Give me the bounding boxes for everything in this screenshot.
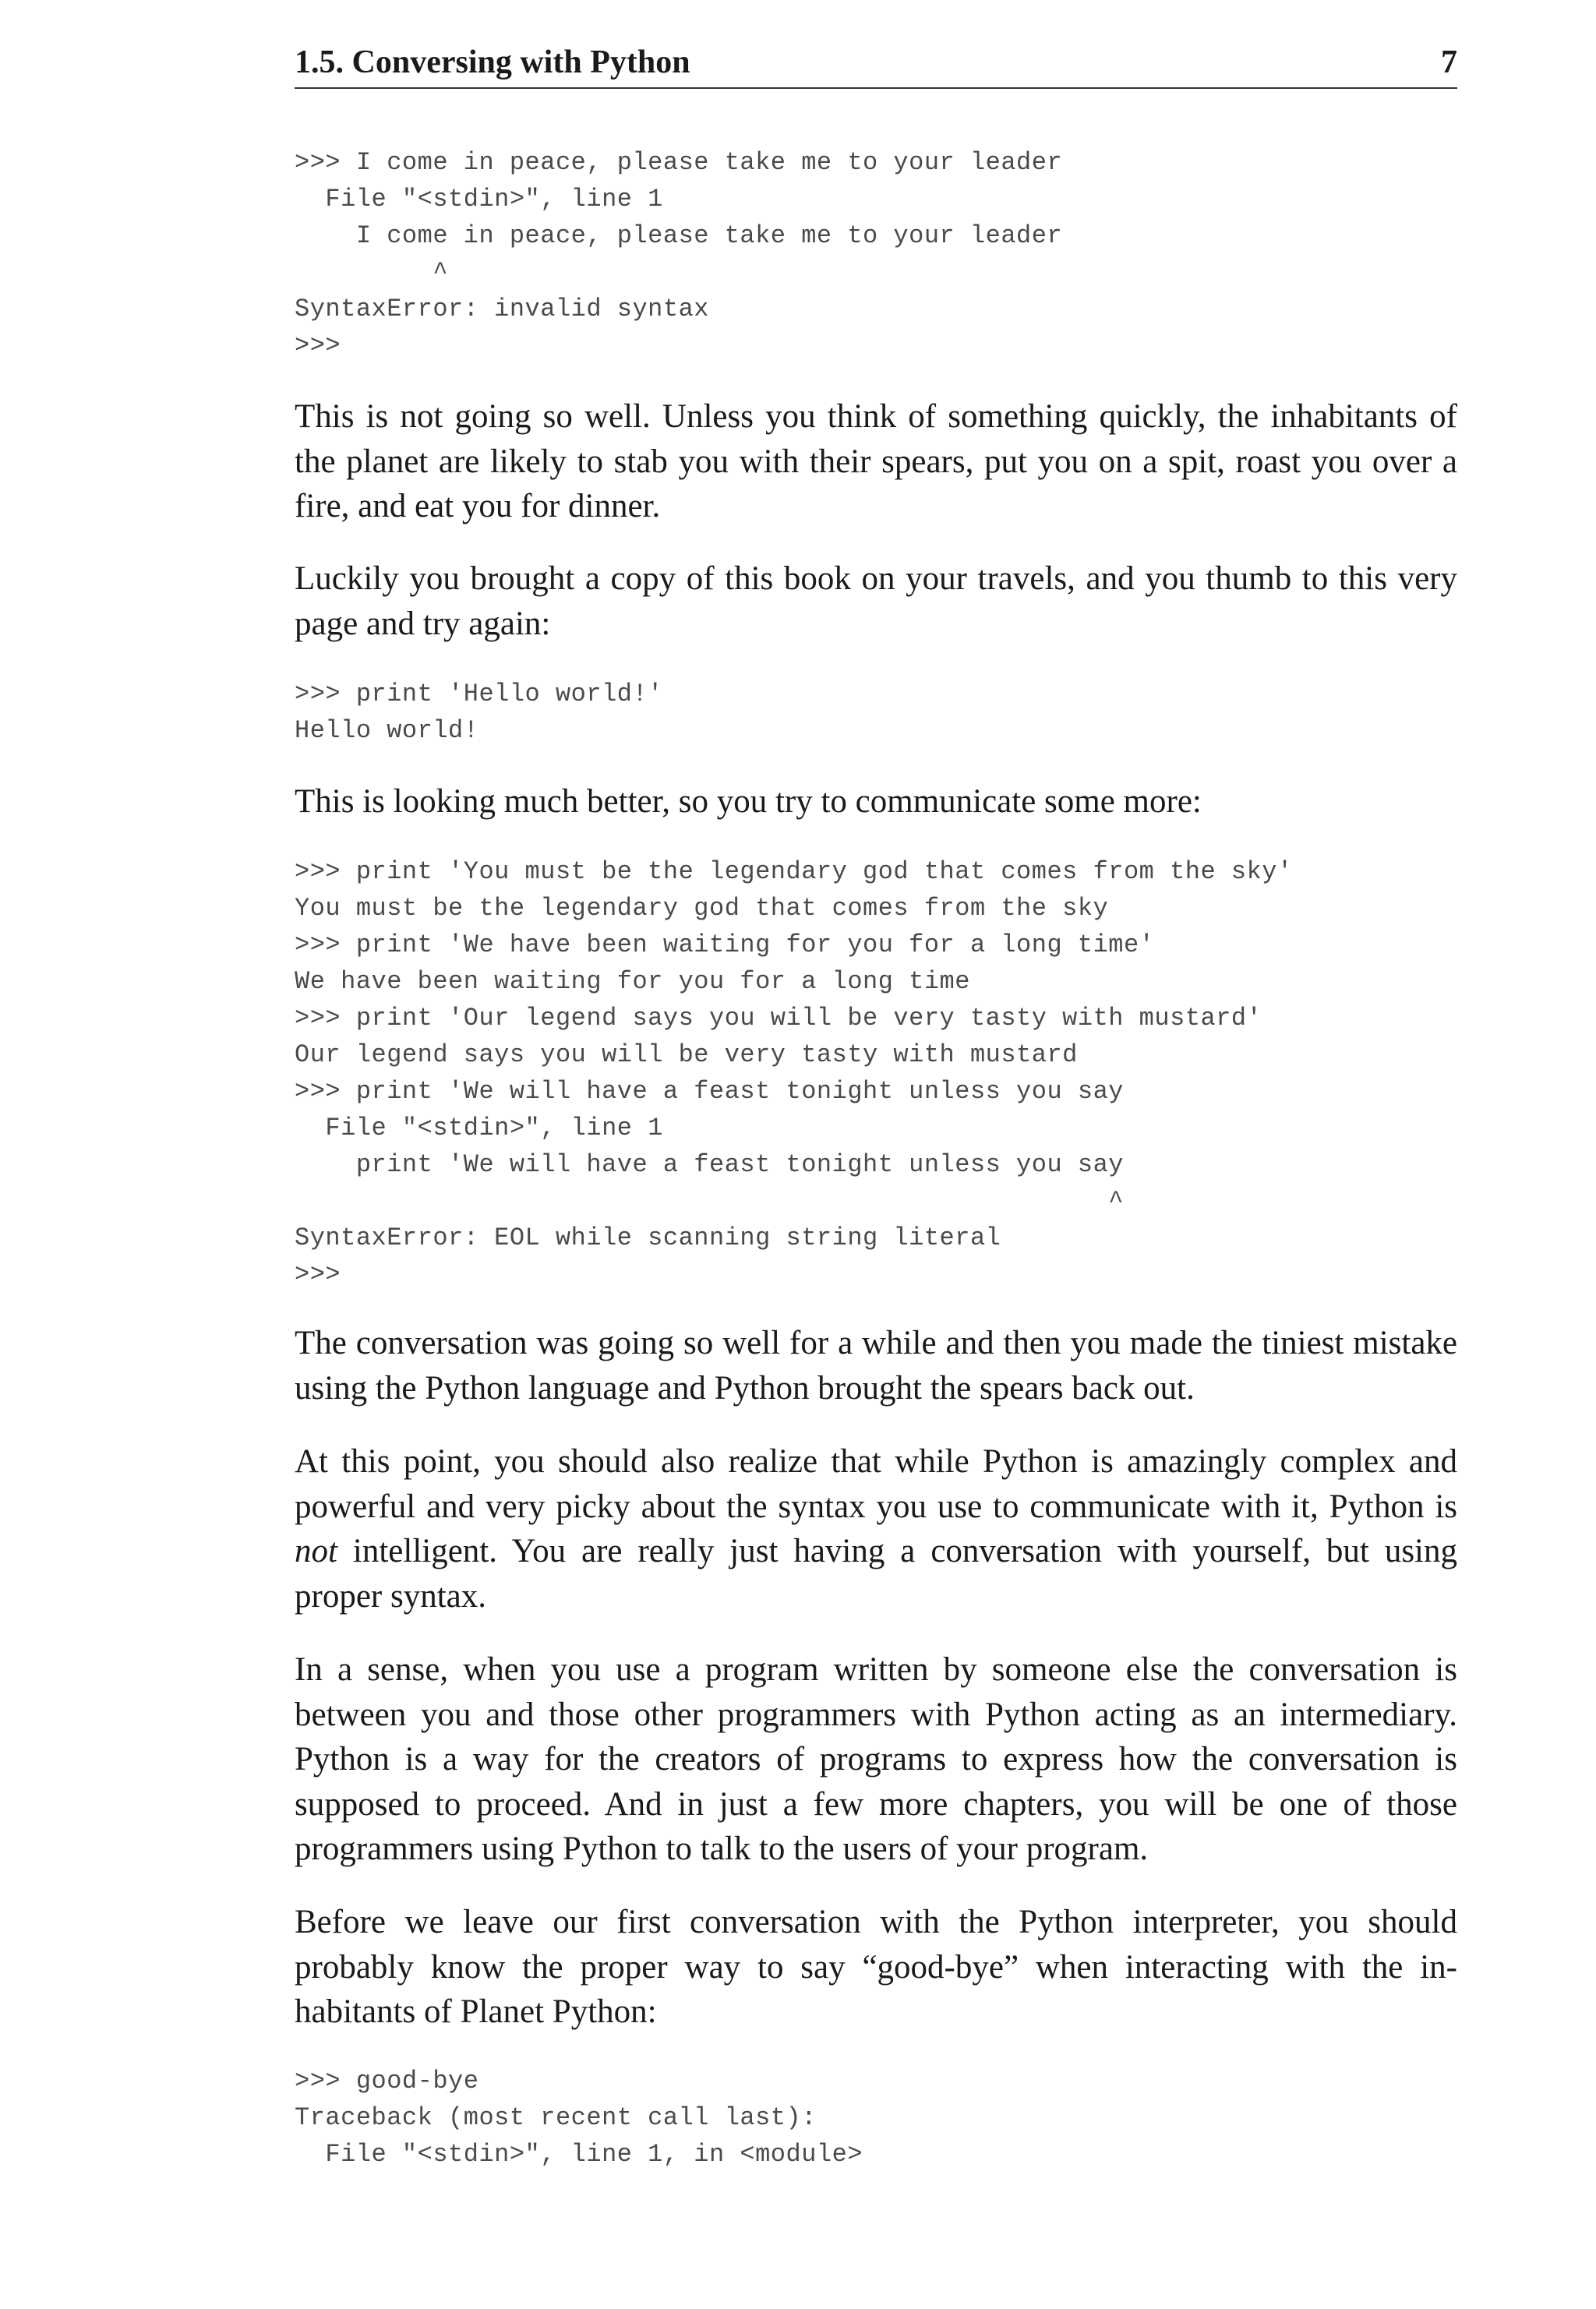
prose-realize-before: At this point, you should also realize that while Python is amazingly complex and powerful and very picky about the syntax you use to communicate with it, Python is: [295, 1443, 1457, 1525]
prose-not-going-well: This is not going so well. Unless you think of something quickly, the inhabitants of the planet are likely to stab you with their spears, put you on a spit, roast you over a fire, and eat you for dinner.: [295, 398, 1457, 524]
prose-realize-after: intelligent. You are really just having a conversation with yourself, but using proper syntax.: [295, 1533, 1457, 1615]
paragraph-looking-better: [295, 779, 1457, 824]
paragraph-luckily: [295, 556, 1457, 646]
prose-realize-emphasis: not: [295, 1533, 337, 1569]
prose-realize: [295, 1439, 1457, 1619]
prose-looking-better: This is looking much better, so you try to communicate some more:: [295, 783, 1202, 820]
paragraph-before-we-leave: [295, 1900, 1457, 2035]
prose-in-a-sense: In a sense, when you use a program written by someone else the conversation is between you and those other programmers with Python acting as an intermediary. Python is a way for the creators of programs to express how the conversation is supposed to proceed. And in just a few more chapters, you will be one of those programmers using Python to talk to the users of your program.: [295, 1651, 1457, 1867]
prose-before-we-leave: Before we leave our first conversation with the Python interpreter, you should probably know the proper way to say “good-bye” when interacting with the in-habitants of Planet Python:: [295, 1904, 1457, 2030]
paragraph-not-going-well: [295, 394, 1457, 529]
prose-conversation-going-well: The conversation was going so well for a while and then you made the tiniest mistake using the Python language and Python brought the spears back out.: [295, 1325, 1457, 1407]
page-number: 7: [1441, 44, 1457, 80]
paragraph-conversation-going-well: [295, 1321, 1457, 1410]
code-block-peace: [295, 144, 1457, 364]
running-header: [295, 41, 1457, 89]
code-block-communicate: [295, 853, 1457, 1293]
code-peace: >>> I come in peace, please take me to your leader File "<stdin>", line 1 I come in peace, please take me to your leader ^ SyntaxError: invalid syntax >>>: [295, 148, 1063, 360]
code-block-goodbye: [295, 2063, 1457, 2173]
paragraph-realize: [295, 1439, 1457, 1619]
code-hello: >>> print 'Hello world!' Hello world!: [295, 680, 663, 745]
paragraph-in-a-sense: [295, 1647, 1457, 1872]
prose-luckily: Luckily you brought a copy of this book on your travels, and you thumb to this very page and try again:: [295, 560, 1457, 642]
code-goodbye: >>> good-bye Traceback (most recent call last): File "<stdin>", line 1, in <module>: [295, 2067, 863, 2169]
code-communicate: >>> print 'You must be the legendary god that comes from the sky' You must be the legendary god that comes from the sky >>> print 'We have been waiting for you for a long time' We have been waiting for you for a long time >>> print 'Our legend says you will be very tasty with mustard' Our legend says you will be very tasty with mustard >>> print 'We will have a feast tonight unless you say File "<stdin>", line 1 print 'We will have a feast tonight unless you say ^ SyntaxError: EOL while scanning string literal >>>: [295, 857, 1293, 1289]
code-block-hello: [295, 676, 1457, 749]
section-title: 1.5. Conversing with Python: [295, 44, 690, 80]
